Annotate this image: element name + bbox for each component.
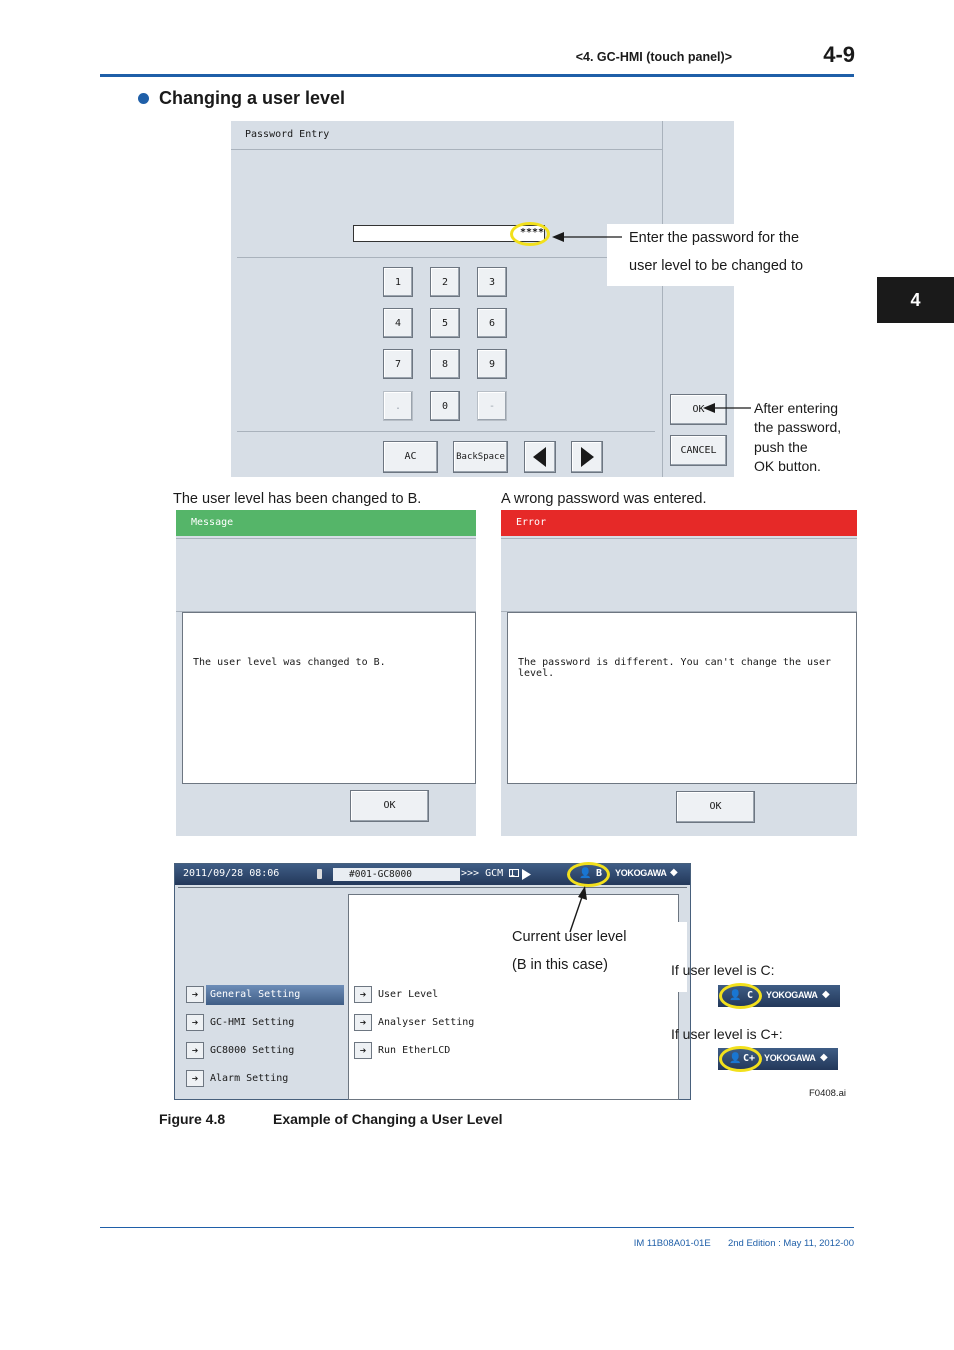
divider [176,538,476,539]
cancel-button[interactable]: CANCEL [670,435,727,466]
highlight-ring [719,1046,762,1072]
menu-item-label: Alarm Setting [210,1073,289,1084]
arrow-right-icon: ➔ [186,1014,204,1031]
menu-item-label: Run EtherLCD [378,1045,451,1056]
arrow-left-icon [525,442,555,472]
menu-item-gc-hmi-setting[interactable] [186,1013,344,1033]
key-2[interactable]: 2 [430,267,460,297]
ac-button[interactable]: AC [383,441,438,473]
section-title: Changing a user level [159,88,346,108]
password-entry-screen [231,121,734,477]
key-8[interactable]: 8 [430,349,460,379]
battery-icon [317,869,322,879]
menu-item-label: General Setting [206,985,344,1005]
divider [237,431,655,432]
key-0[interactable]: 0 [430,391,460,421]
arrow-right-icon: ➔ [354,1014,372,1031]
diamond-icon: ◆ [820,1052,828,1063]
gcm-indicator: >>> GCM 1 [461,868,516,879]
menu-item-label: GC8000 Setting [210,1045,295,1056]
figure-id: F0408.ai [809,1088,846,1099]
message-caption: The user level has been changed to B. [173,491,422,507]
hmi-status-bar [175,864,690,885]
figure-title: Example of Changing a User Level [273,1111,503,1127]
brand-logo: YOKOGAWA [766,990,818,1000]
chapter-tab: 4 [877,277,954,323]
key-9[interactable]: 9 [477,349,507,379]
ok-button[interactable]: OK [670,394,727,425]
arrow-right-icon: ➔ [186,1070,204,1087]
password-callout-line1: Enter the password for the [629,230,800,246]
cursor-right-button[interactable] [571,441,603,473]
page-number: 4-9 [823,42,855,67]
arrow-right-icon: ➔ [354,986,372,1003]
key-dot[interactable]: . [383,391,413,421]
cursor-left-button[interactable] [524,441,556,473]
level-cplus-value: C+ [743,1053,756,1064]
divider [237,257,607,258]
menu-item-alarm-setting[interactable] [186,1069,344,1089]
current-level-callout-line2: (B in this case) [512,957,608,973]
ok-callout-line4: OK button. [754,458,821,474]
menu-item-label: Analyser Setting [378,1017,475,1028]
user-level-icon: 👤 [729,990,742,1001]
menu-item-run-etherlcd[interactable] [354,1041,504,1061]
menu-item-analyser-setting[interactable] [354,1013,504,1033]
ok-callout-line1: After entering [754,400,839,416]
edition: 2nd Edition : May 11, 2012-00 [727,1238,854,1249]
error-caption: A wrong password was entered. [501,491,707,507]
menu-item-gc8000-setting[interactable] [186,1041,344,1061]
footer-rule [100,1227,854,1228]
arrow-right-icon: ➔ [354,1042,372,1059]
key-minus[interactable]: - [477,391,507,421]
key-4[interactable]: 4 [383,308,413,338]
ok-callout-line3: push the [754,439,808,455]
message-title-bar: Message [176,510,476,536]
level-c-label: If user level is C: [671,962,775,978]
running-header-section: <4. GC-HMI (touch panel)> [575,50,732,64]
brand-logo: YOKOGAWA [764,1053,816,1063]
analyzer-select[interactable]: #001-GC8000 [333,868,460,881]
user-level-icon: 👤 [729,1053,742,1064]
key-3[interactable]: 3 [477,267,507,297]
error-title-bar: Error [501,510,857,536]
play-icon [521,869,531,880]
error-ok-button[interactable]: OK [676,791,755,823]
password-callout-line2: user level to be changed to [629,258,804,274]
ok-callout-line2: the password, [754,419,842,435]
user-level-icon: 👤 [579,868,592,879]
user-level-value: B [596,868,603,879]
menu-item-label: GC-HMI Setting [210,1017,295,1028]
doc-id: IM 11B08A01-01E [633,1238,711,1249]
callout-arrow-icon [703,401,753,415]
arrow-right-icon [572,442,602,472]
key-1[interactable]: 1 [383,267,413,297]
highlight-ring [719,983,762,1009]
datetime: 2011/09/28 08:06 [183,868,280,879]
arrow-right-icon: ➔ [186,1042,204,1059]
divider [501,538,857,539]
password-mask: **** [520,227,545,238]
footer [560,1238,854,1249]
header-rule [100,74,854,77]
divider [231,149,662,150]
bullet-icon [138,93,149,104]
figure-number: Figure 4.8 [159,1111,226,1127]
callout-arrow-icon [552,230,624,244]
diamond-icon: ◆ [670,867,678,878]
backspace-button[interactable]: BackSpace [453,441,508,473]
level-cplus-label: If user level is C+: [671,1026,783,1042]
divider [662,121,663,477]
menu-item-general-setting[interactable] [186,985,344,1005]
highlight-ring [510,222,550,246]
divider [178,887,687,892]
module-icon [509,869,519,877]
menu-item-label: User Level [378,989,439,1000]
message-text: The user level was changed to B. [182,612,476,784]
level-c-value: C [747,990,754,1001]
current-level-callout-line1: Current user level [512,929,627,945]
diamond-icon: ◆ [822,989,830,1000]
key-7[interactable]: 7 [383,349,413,379]
menu-item-user-level[interactable] [354,985,504,1005]
message-ok-button[interactable]: OK [350,790,429,822]
password-entry-title: Password Entry [245,129,330,140]
brand-logo: YOKOGAWA [615,868,667,878]
key-5[interactable]: 5 [430,308,460,338]
key-6[interactable]: 6 [477,308,507,338]
error-text: The password is different. You can't change the user level. [507,612,857,784]
arrow-right-icon: ➔ [186,986,204,1003]
